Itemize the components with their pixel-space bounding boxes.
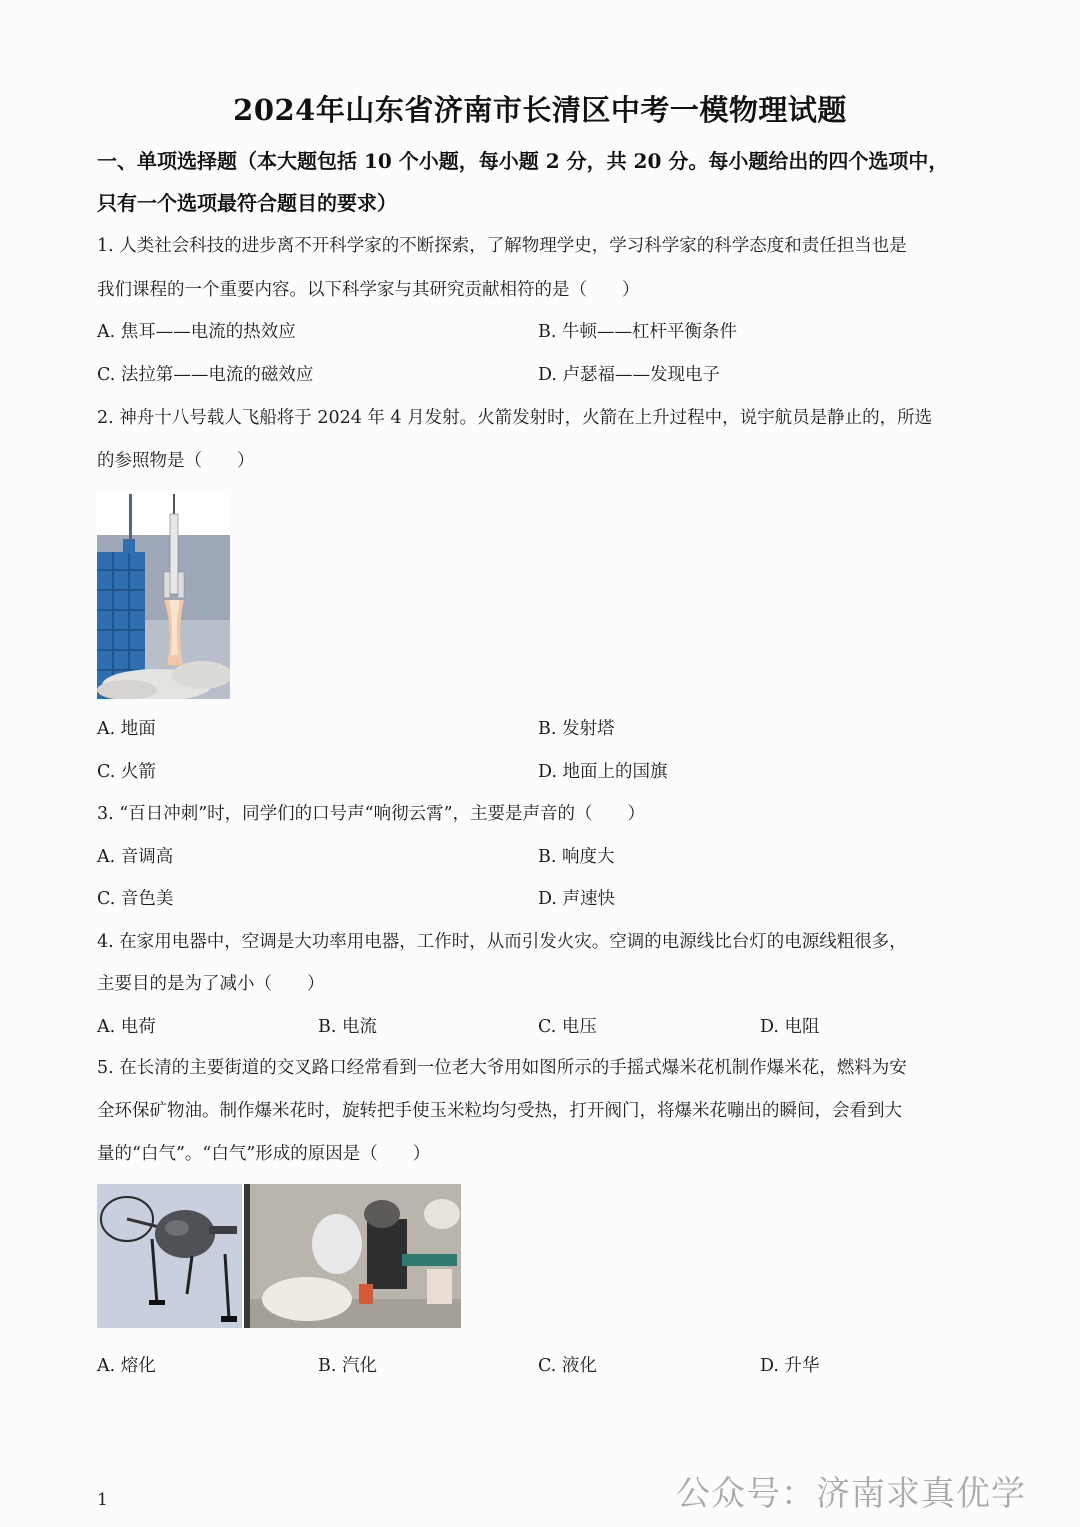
question-1-line-2: 我们课程的一个重要内容。以下科学家与其研究贡献相符的是（ ）	[97, 280, 640, 300]
question-3-option-a: A. 音调高	[97, 847, 174, 867]
question-5-option-d: D. 升华	[760, 1356, 820, 1376]
question-4-line-1: 4. 在家用电器中，空调是大功率用电器，工作时，从而引发火灾。空调的电源线比台灯的电源线粗很多，	[97, 932, 907, 952]
popcorn-machine-illustration	[97, 1184, 461, 1328]
rocket-launch-photo	[97, 490, 230, 699]
section-heading-line1: 一、单项选择题（本大题包括 10 个小题，每小题 2 分，共 20 分。每小题给出的四个选项中，	[97, 149, 949, 173]
question-4-option-b: B. 电流	[318, 1017, 377, 1037]
question-5-option-b: B. 汽化	[318, 1356, 377, 1376]
rocket-launch-illustration	[97, 490, 230, 699]
question-4-option-a: A. 电荷	[97, 1017, 156, 1037]
question-5-line-2: 全环保矿物油。制作爆米花时，旋转把手使玉米粒均匀受热，打开阀门，将爆米花嘣出的瞬间，会看到大	[97, 1101, 902, 1121]
question-1-option-b: B. 牛顿——杠杆平衡条件	[538, 322, 737, 342]
watermark: 公众号：济南求真优学	[676, 1474, 1026, 1514]
page-number: 1	[97, 1490, 108, 1510]
section-heading	[97, 140, 987, 224]
question-5-option-a: A. 熔化	[97, 1356, 156, 1376]
section-heading-line2: 只有一个选项最符合题目的要求）	[97, 191, 397, 215]
question-1-line-1: 1. 人类社会科技的进步离不开科学家的不断探索，了解物理学史，学习科学家的科学态度和责任担当也是	[97, 236, 907, 256]
question-1-option-c: C. 法拉第——电流的磁效应	[97, 365, 314, 385]
question-5-line-3: 量的“白气”。“白气”形成的原因是（ ）	[97, 1144, 431, 1164]
question-1-option-a: A. 焦耳——电流的热效应	[97, 322, 296, 342]
question-3-option-d: D. 声速快	[538, 889, 616, 909]
question-5-line-1: 5. 在长清的主要街道的交叉路口经常看到一位老大爷用如图所示的手摇式爆米花机制作爆米花，燃料为安	[97, 1058, 907, 1078]
question-2-option-d: D. 地面上的国旗	[538, 762, 668, 782]
question-2-option-a: A. 地面	[97, 719, 156, 739]
question-4-option-c: C. 电压	[538, 1017, 597, 1037]
question-3-option-c: C. 音色美	[97, 889, 174, 909]
question-1-option-d: D. 卢瑟福——发现电子	[538, 365, 721, 385]
page-title: 2024年山东省济南市长清区中考一模物理试题	[233, 93, 847, 127]
question-4-line-2: 主要目的是为了减小（ ）	[97, 974, 325, 994]
question-3-line-1: 3. “百日冲刺”时，同学们的口号声“响彻云霄”，主要是声音的（ ）	[97, 804, 646, 824]
popcorn-machine-photos	[97, 1184, 461, 1328]
question-3-option-b: B. 响度大	[538, 847, 615, 867]
question-2-line-1: 2. 神舟十八号载人飞船将于 2024 年 4 月发射。火箭发射时，火箭在上升过程中，说宇航员是静止的，所选	[97, 408, 933, 428]
question-2-line-2: 的参照物是（ ）	[97, 451, 255, 471]
question-2-option-b: B. 发射塔	[538, 719, 615, 739]
question-2-option-c: C. 火箭	[97, 762, 156, 782]
question-4-option-d: D. 电阻	[760, 1017, 820, 1037]
question-5-option-c: C. 液化	[538, 1356, 597, 1376]
